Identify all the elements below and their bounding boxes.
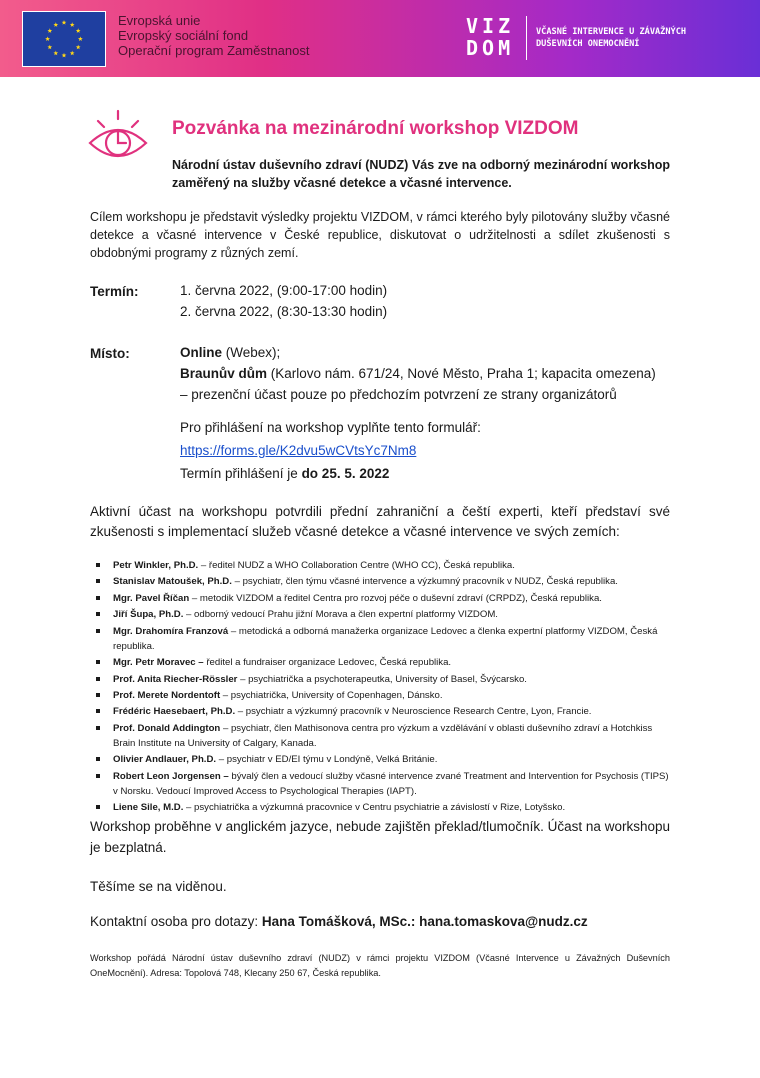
list-item — [96, 688, 676, 703]
experts-intro: Aktivní účast na workshopu potvrdili přední zahraniční a čeští experti, kteří představí své zkušenosti s implementací služeb včasné detekce a včasné intervence ve svých zemích: — [90, 504, 670, 539]
list-item — [96, 574, 676, 589]
footer-note: Workshop pořádá Národní ústav duševního zdraví (NUDZ) v rámci projektu VIZDOM (Včasné Intervence u Závažných Duševních OneMocnění). Adresa: Topolová 748, Klecany 250 67, Česká republika. — [90, 953, 670, 978]
list-item — [96, 672, 676, 687]
venue-line — [180, 363, 680, 384]
misto-details — [180, 342, 680, 484]
list-item — [96, 655, 676, 670]
expert-name: Petr Winkler, Ph.D. — [113, 560, 199, 571]
eu-star-icon — [47, 45, 52, 50]
expert-name: Mgr. Pavel Říčan — [113, 592, 190, 604]
eu-star-icon — [62, 53, 67, 58]
deadline-bold: do 25. 5. 2022 — [301, 466, 390, 481]
list-item — [96, 721, 676, 751]
eu-star-icon — [70, 51, 75, 56]
bullet-icon — [96, 563, 100, 567]
expert-name: Mgr. Drahomíra Franzová — [113, 625, 229, 637]
bullet-icon — [96, 709, 100, 713]
bullet-icon — [96, 677, 100, 681]
bullet-icon — [96, 579, 100, 583]
page-title: Pozvánka na mezinárodní workshop VIZDOM — [172, 118, 579, 139]
list-item — [96, 769, 676, 799]
tagline-line: VČASNÉ INTERVENCE U ZÁVAŽNÝCH — [536, 27, 687, 37]
greeting: Těšíme se na viděnou. — [90, 879, 227, 894]
eu-star-icon — [70, 22, 75, 27]
bullet-icon — [96, 629, 100, 633]
eu-star-icon — [76, 45, 81, 50]
expert-name: Prof. Anita Riecher-Rössler — [113, 673, 238, 685]
logo-divider — [526, 16, 527, 60]
expert-desc: bývalý člen a vedoucí služby včasné intervence zvané Treatment and Intervention for Psychosis (TIPS) v Norsku. Vedoucí Improved Access to Psychological Therapies (IAPT). — [113, 770, 669, 797]
expert-desc: – ředitel NUDZ a WHO Collaboration Centre (WHO CC), Česká republika. — [198, 560, 515, 571]
bullet-icon — [96, 805, 100, 809]
bullet-icon — [96, 612, 100, 616]
expert-name: Prof. Donald Addington — [113, 722, 221, 734]
eu-line: Evropský sociální fond — [118, 28, 249, 43]
expert-desc: – psychiatr, člen Mathisonova centra pro výzkum a vzdělávání v oblasti duševního zdraví a Hotchkiss Brain Institute na University of Calgary, Kanada. — [113, 722, 653, 749]
eu-text — [118, 13, 309, 58]
bullet-icon — [96, 660, 100, 664]
bullet-icon — [96, 774, 100, 778]
expert-name: Jiří Šupa, Ph.D. — [113, 609, 184, 621]
expert-desc: – psychiatr a výzkumný pracovník v Neuroscience Research Centre, Lyon, Francie. — [235, 706, 592, 718]
contact-person: Hana Tomášková, MSc.: hana.tomaskova@nudz.cz — [261, 914, 588, 929]
form-link-row — [180, 440, 680, 461]
eu-star-icon — [76, 28, 81, 33]
venue-note: – prezenční účast pouze po předchozím potvrzení ze strany organizátorů — [180, 387, 617, 402]
expert-desc: ředitel a fundraiser organizace Ledovec, Česká republika. — [203, 657, 452, 669]
expert-name: Frédéric Haesebaert, Ph.D. — [113, 706, 236, 718]
deadline-line — [180, 463, 680, 484]
list-item — [96, 591, 676, 606]
expert-desc: – psychiatr v ED/EI týmu v Londýně, Velká Británie. — [216, 754, 438, 766]
eu-flag-icon — [22, 11, 106, 67]
online-rest: (Webex); — [222, 345, 281, 360]
eye-icon — [84, 107, 152, 175]
expert-name: Olivier Andlauer, Ph.D. — [113, 754, 217, 766]
list-item — [96, 752, 676, 767]
eu-star-icon — [62, 20, 67, 25]
expert-desc: – psychiatrička a psychoterapeutka, University of Basel, Švýcarsko. — [237, 673, 527, 685]
eu-line: Evropská unie — [118, 13, 201, 28]
list-item — [96, 607, 676, 622]
logo-line: DOM — [466, 36, 515, 60]
expert-desc: – psychiatr, člen týmu včasné intervence a výzkumný pracovník v NUDZ, Česká republika. — [231, 576, 618, 588]
expert-desc: – odborný vedoucí Prahu jižní Morava a člen expertní platformy VIZDOM. — [183, 609, 498, 621]
tagline-line: DUŠEVNÍCH ONEMOCNĚNÍ — [536, 39, 640, 49]
eu-star-icon — [47, 28, 52, 33]
termin-date: 1. června 2022, (9:00-17:00 hodin) — [180, 283, 388, 298]
purpose-paragraph: Cílem workshopu je představit výsledky projektu VIZDOM, v rámci kterého byly pilotovány služby včasné detekce a včasné intervence v České republice, diskutovat o udržitelnosti a sdílet zkušenosti s obdobnými programy z různých zemí. — [90, 210, 670, 260]
vizdom-tagline — [536, 26, 686, 50]
vizdom-logo — [466, 15, 522, 61]
termin-label-row — [90, 284, 139, 299]
online-line — [180, 342, 680, 363]
contact-prefix: Kontaktní osoba pro dotazy: — [90, 914, 262, 929]
intro-paragraph: Národní ústav duševního zdraví (NUDZ) Vás zve na odborný mezinárodní workshop zaměřený na služby včasné detekce a včasné intervence. — [172, 158, 670, 190]
language-paragraph: Workshop proběhne v anglickém jazyce, nebude zajištěn překlad/tlumočník. Účast na workshopu je bezplatná. — [90, 819, 670, 855]
header-banner — [0, 0, 760, 77]
eu-stars-icon — [23, 12, 105, 66]
misto-label-row — [90, 346, 130, 361]
bullet-icon — [96, 726, 100, 730]
venue-bold: Braunův dům — [180, 366, 268, 381]
online-bold: Online — [180, 345, 223, 360]
eu-line: Operační program Zaměstnanost — [118, 43, 310, 58]
expert-name: Mgr. Petr Moravec – — [113, 657, 204, 669]
bullet-icon — [96, 596, 100, 600]
form-text: Pro přihlášení na workshop vyplňte tento formulář: — [180, 420, 481, 435]
expert-name: Robert Leon Jorgensen – — [113, 770, 229, 782]
expert-desc: – metodická a odborná manažerka organizace Ledovec a členka expertní platformy VIZDOM, Česká republika. — [113, 625, 658, 652]
bullet-icon — [96, 757, 100, 761]
expert-list — [96, 558, 676, 817]
misto-label: Místo: — [90, 346, 130, 361]
bullet-icon — [96, 693, 100, 697]
list-item — [96, 704, 676, 719]
list-item — [96, 624, 676, 654]
expert-desc: – psychiatrička a výzkumná pracovnice v Centru psychiatrie a závislostí v Rize, Lotyšsko. — [183, 802, 566, 814]
expert-name: Prof. Merete Nordentoft — [113, 689, 221, 701]
list-item — [96, 800, 676, 815]
list-item — [96, 558, 676, 573]
venue-rest: (Karlovo nám. 671/24, Nové Město, Praha 1; kapacita omezena) — [267, 366, 656, 381]
logo-line: VIZ — [466, 14, 515, 38]
expert-desc: – metodik VIZDOM a ředitel Centra pro rozvoj péče o duševní zdraví (CRPDZ), Česká republika. — [189, 592, 602, 604]
eu-star-icon — [45, 36, 50, 41]
spacer — [180, 405, 680, 417]
contact-line — [90, 914, 588, 929]
eu-star-icon — [53, 22, 58, 27]
form-link[interactable]: https://forms.gle/K2dvu5wCVtsYc7Nm8 — [180, 443, 417, 458]
expert-name: Liene Sile, M.D. — [113, 802, 184, 814]
termin-date: 2. června 2022, (8:30-13:30 hodin) — [180, 304, 388, 319]
eu-star-icon — [53, 51, 58, 56]
expert-name: Stanislav Matoušek, Ph.D. — [113, 576, 232, 588]
expert-desc: – psychiatrička, University of Copenhagen, Dánsko. — [220, 689, 443, 701]
eu-star-icon — [78, 36, 83, 41]
deadline-prefix: Termín přihlášení je — [180, 466, 302, 481]
termin-dates — [180, 280, 680, 322]
termin-label: Termín: — [90, 284, 139, 299]
